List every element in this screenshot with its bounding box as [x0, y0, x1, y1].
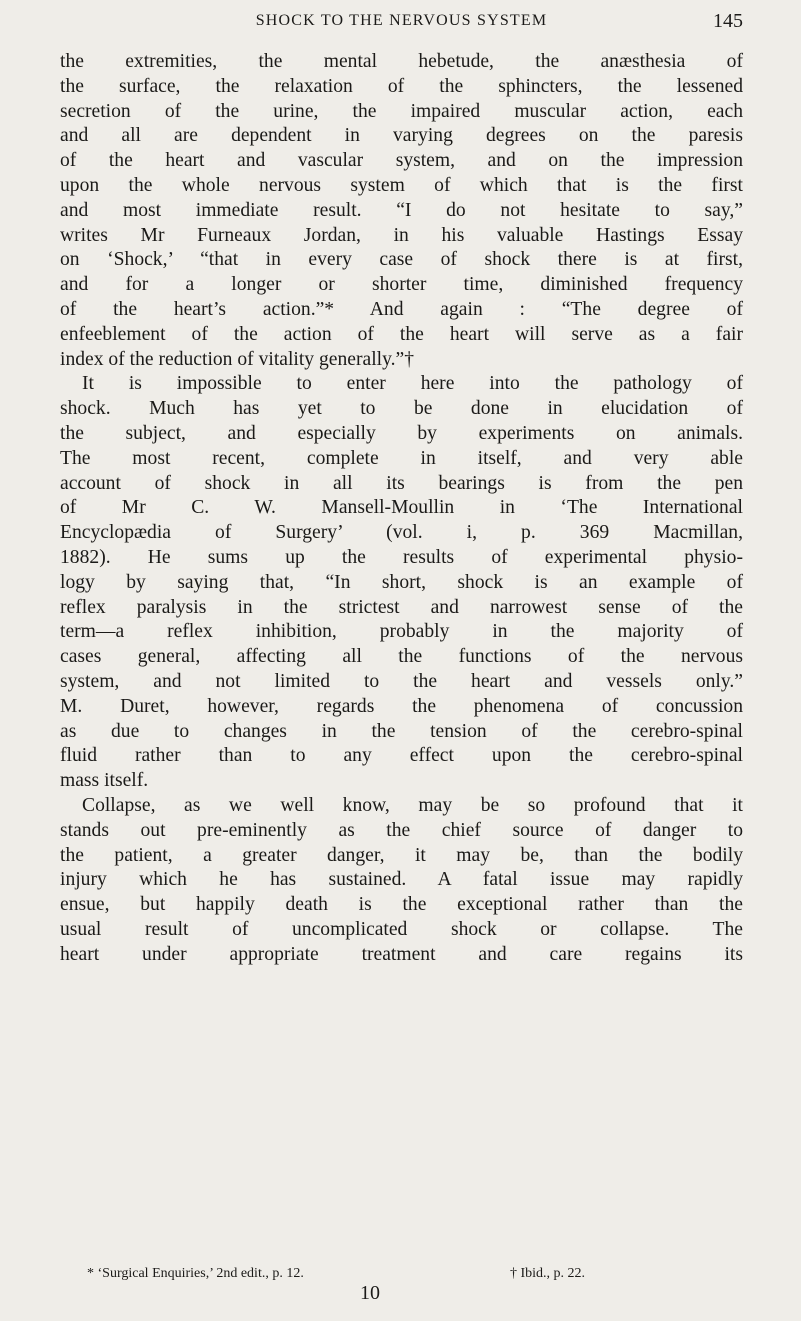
text-line: It is impossible to enter here into the pathology of — [82, 373, 743, 395]
text-line: fluid rather than to any effect upon the cerebro-spinal — [60, 745, 743, 767]
text-line: of the heart’s action.”* And again : “The degree of — [60, 298, 743, 320]
signature-mark: 10 — [360, 1282, 380, 1304]
text-line: logy by saying that, “In short, shock is an example of — [60, 571, 743, 593]
text-line: of Mr C. W. Mansell-Moullin in ‘The International — [60, 497, 743, 519]
text-line: the extremities, the mental hebetude, the anæsthesia of — [60, 51, 743, 72]
text-line: reflex paralysis in the strictest and narrowest sense of the — [60, 596, 743, 618]
text-line: stands out pre-eminently as the chief source of danger to — [60, 819, 743, 841]
text-line: and all are dependent in varying degrees on the paresis — [60, 125, 743, 147]
text-line: mass itself. — [60, 770, 149, 792]
text-line: index of the reduction of vitality generally.”† — [60, 348, 415, 370]
text-line: the patient, a greater danger, it may be, than the bodily — [60, 844, 743, 866]
text-line: upon the whole nervous system of which that is the first — [60, 174, 743, 196]
text-line: the subject, and especially by experiments on animals. — [60, 422, 743, 444]
text-line: Encyclopædia of Surgery’ (vol. i, p. 369 Macmillan, — [60, 522, 743, 544]
text-line: secretion of the urine, the impaired muscular action, each — [60, 100, 743, 122]
text-line: as due to changes in the tension of the cerebro-spinal — [60, 720, 743, 742]
text-line: ensue, but happily death is the exceptional rather than the — [60, 894, 743, 916]
page-number: 145 — [713, 10, 743, 32]
text-line: term—a reflex inhibition, probably in the majority of — [60, 621, 743, 643]
text-line: system, and not limited to the heart and vessels only.” — [60, 670, 743, 692]
text-line: 1882). He sums up the results of experimental physio- — [60, 546, 743, 568]
text-line: cases general, affecting all the functions of the nervous — [60, 646, 743, 668]
text-line: The most recent, complete in itself, and very able — [60, 447, 743, 469]
text-line: shock. Much has yet to be done in elucidation of — [60, 398, 743, 420]
running-head: SHOCK TO THE NERVOUS SYSTEM — [255, 12, 548, 29]
text-line: and most immediate result. “I do not hesitate to say,” — [60, 199, 743, 221]
text-line: heart under appropriate treatment and care regains its — [60, 943, 743, 965]
body-text — [60, 50, 743, 967]
footnotes — [60, 1266, 743, 1288]
text-line: usual result of uncomplicated shock or collapse. The — [60, 918, 743, 940]
text-line: and for a longer or shorter time, diminished frequency — [60, 274, 743, 296]
footnote-1: * ‘Surgical Enquiries,’ 2nd edit., p. 12. — [87, 1266, 304, 1281]
text-line: Collapse, as we well know, may be so profound that it — [82, 794, 743, 816]
text-line: account of shock in all its bearings is from the pen — [60, 472, 743, 494]
text-line: enfeeblement of the action of the heart will serve as a fair — [60, 323, 743, 345]
text-line: writes Mr Furneaux Jordan, in his valuable Hastings Essay — [60, 224, 743, 246]
text-line: of the heart and vascular system, and on the impression — [60, 150, 743, 172]
text-line: M. Duret, however, regards the phenomena of concussion — [60, 695, 743, 717]
page-header — [60, 12, 743, 34]
footnote-2: † Ibid., p. 22. — [510, 1266, 586, 1281]
text-line: on ‘Shock,’ “that in every case of shock there is at first, — [60, 249, 743, 271]
text-line: injury which he has sustained. A fatal issue may rapidly — [60, 869, 743, 891]
text-line: the surface, the relaxation of the sphincters, the lessened — [60, 75, 743, 97]
